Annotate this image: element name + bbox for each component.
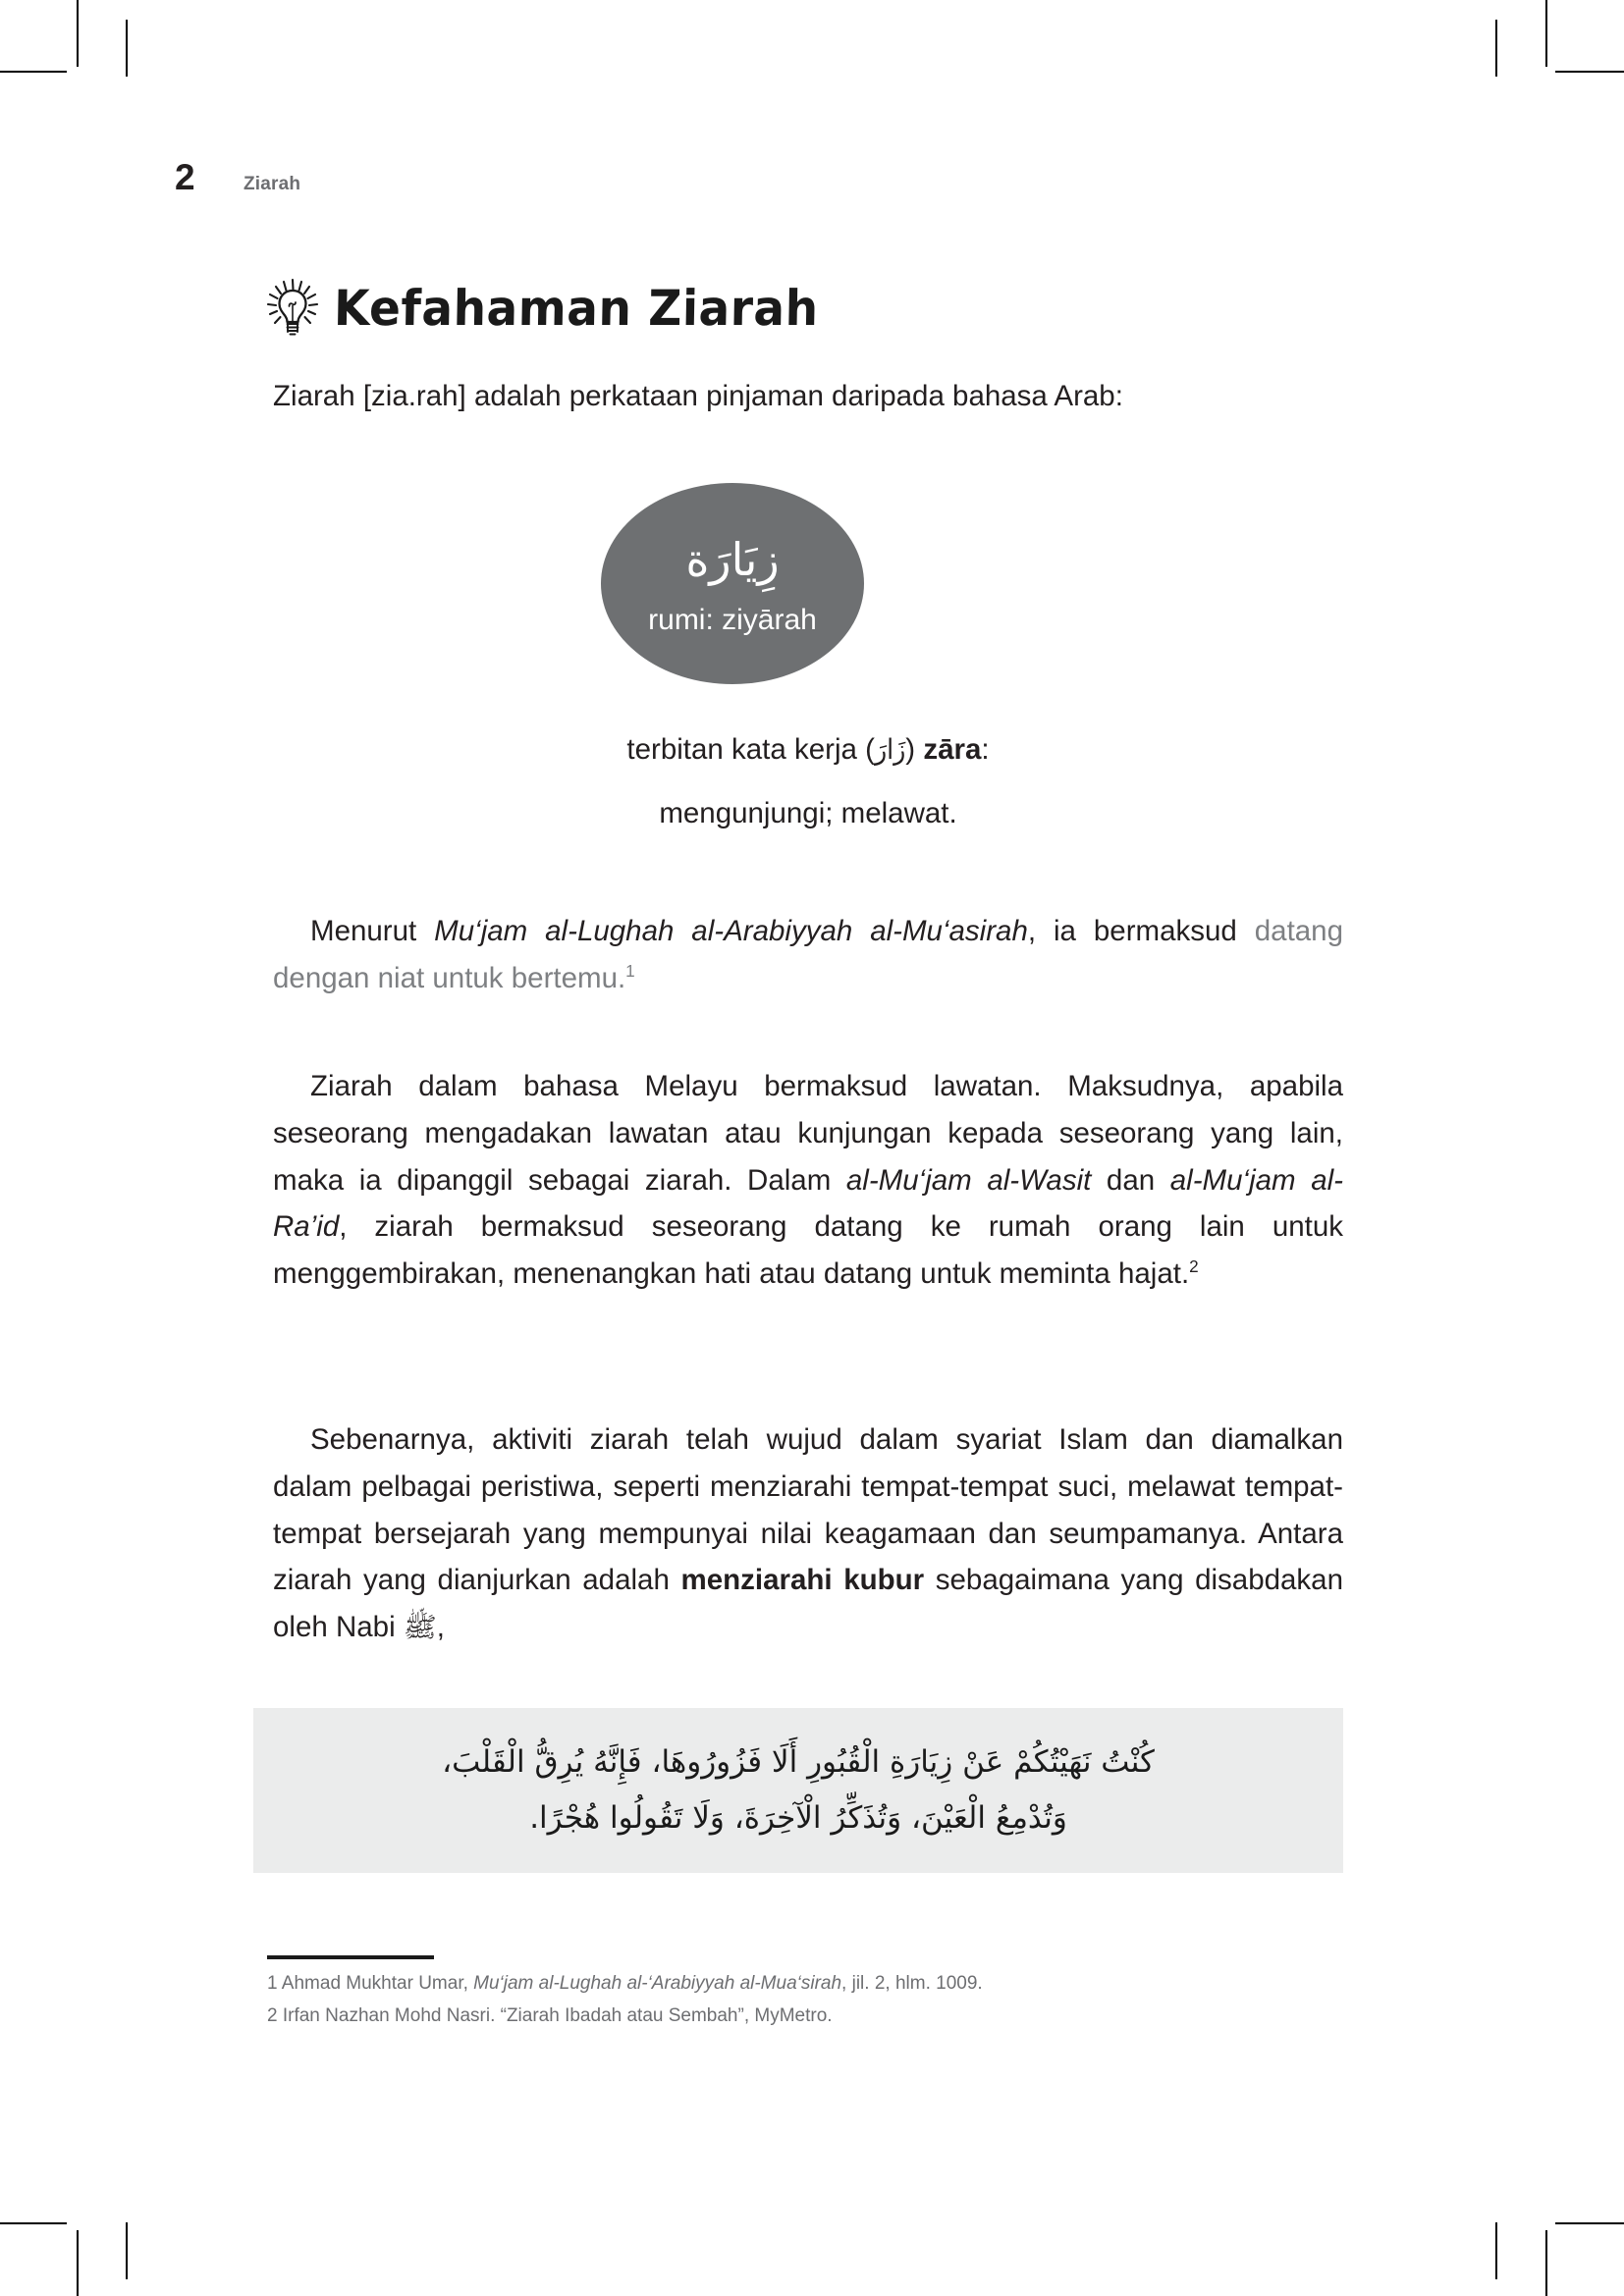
paragraph-menurut	[273, 908, 1343, 1002]
crop-mark-bottom-right-horizontal	[1555, 2222, 1624, 2224]
p2-italic-raid: al-Mu‘jam al-Ra’id	[273, 1163, 1343, 1244]
p1-source-title: Mu‘jam al-Lughah al-Arabiyyah al-Mu‘asirah	[434, 915, 1028, 947]
p2-part2: dan	[1091, 1163, 1170, 1197]
footnote-1-post: , jil. 2, hlm. 1009.	[841, 1973, 983, 1994]
ellipse-shape	[601, 483, 864, 684]
intro-text: Ziarah [zia.rah] adalah perkataan pinjaman daripada bahasa Arab:	[273, 380, 1123, 412]
footnote-2-pre: Irfan Nazhan Mohd Nasri. “Ziarah Ibadah atau Sembah”, MyMetro.	[277, 2004, 833, 2026]
footnote-1-italic: Mu‘jam al-Lughah al-‘Arabiyyah al-Mua‘sirah	[473, 1973, 842, 1994]
arabic-term: زِيَارَة	[685, 532, 780, 586]
crop-mark-top-right-horizontal	[1555, 71, 1624, 73]
derivation-arabic: زَارَ	[874, 733, 906, 766]
p3-part1: Sebenarnya, aktiviti ziarah telah wujud dalam syariat Islam dan diamalkan dalam pelbagai peristiwa, seperti menziarahi tempat-tempat suci, melawat tempat-tempat bersejarah yang mempunyai nilai keagamaan dan seumpamanya. Antara ziarah yang dianjurkan adalah	[273, 1423, 1343, 1597]
footnote-item-1	[267, 1968, 1347, 2001]
paragraph-sebenarnya	[273, 1416, 1343, 1651]
intro-paragraph	[273, 373, 1343, 420]
lightbulb-icon	[265, 278, 320, 339]
footnote-list	[267, 1968, 1347, 2032]
p2-part1: Ziarah dalam bahasa Melayu bermaksud lawatan. Maksudnya, apabila seseorang mengadakan lawatan atau kunjungan kepada seseorang yang lain, maka ia dipanggil sebagai ziarah. Dalam	[273, 1070, 1343, 1197]
hadith-line-1: كُنْتُ نَهَيْتُكُمْ عَنْ زِيَارَةِ الْقُبُورِ أَلَا فَزُورُوهَا، فَإِنَّهُ يُرِقُّ الْقَلْبَ،	[442, 1743, 1155, 1780]
registration-mark-top-right	[1495, 20, 1497, 77]
p2-italic-wasit: al-Mu‘jam al-Wasit	[845, 1163, 1092, 1197]
running-head-title: Ziarah	[244, 174, 301, 194]
footnote-1-number: 1	[267, 1973, 278, 1994]
derivation-meaning-text: mengunjungi; melawat.	[659, 797, 957, 829]
crop-mark-bottom-left-horizontal	[0, 2222, 67, 2224]
running-head	[175, 157, 300, 198]
registration-mark-bottom-right	[1495, 2222, 1497, 2279]
hadith-line-2: وَتُدْمِعُ الْعَيْنَ، وَتُذَكِّرُ الْآخِرَةَ، وَلَا تَقُولُوا هُجْرًا.	[529, 1800, 1067, 1836]
p2-footnote-ref: 2	[1189, 1257, 1199, 1277]
p1-highlight: datang dengan niat untuk bertemu.	[273, 915, 1343, 994]
footnote-separator-rule	[267, 1955, 434, 1959]
chapter-title: Kefahaman Ziarah	[333, 279, 820, 338]
registration-mark-bottom-left	[126, 2222, 128, 2279]
crop-mark-top-left-vertical	[77, 0, 79, 67]
sallallahu-alayhi-wasallam-glyph: ﷺ	[403, 1611, 437, 1644]
footnote-2-number: 2	[267, 2004, 278, 2026]
ziarah-term-callout	[601, 483, 864, 684]
p1-footnote-ref: 1	[625, 961, 635, 981]
paragraph-ziarah-melayu	[273, 1063, 1343, 1298]
p2-part3: , ziarah bermaksud seseorang datang ke rumah orang lain untuk menggembirakan, menenangkan hati atau datang untuk meminta hajat.	[273, 1210, 1343, 1291]
crop-mark-top-left-horizontal	[0, 71, 67, 73]
p3-part2: sebagaimana yang disabdakan oleh Nabi	[273, 1564, 1343, 1644]
chapter-heading-row	[265, 278, 819, 339]
crop-mark-bottom-right-vertical	[1545, 2230, 1547, 2296]
footnote-1-pre: Ahmad Mukhtar Umar,	[277, 1973, 474, 1994]
page-number: 2	[175, 157, 195, 197]
derivation-prefix: terbitan kata kerja (	[626, 733, 875, 766]
derivation-term: zāra	[923, 733, 982, 766]
hadith-quote-box	[253, 1708, 1343, 1873]
romanized-term: rumi: ziyārah	[648, 603, 817, 636]
derivation-line	[273, 726, 1343, 774]
footnote-item-2	[267, 2001, 1347, 2033]
crop-mark-top-right-vertical	[1545, 0, 1547, 67]
registration-mark-top-left	[126, 20, 128, 77]
crop-mark-bottom-left-vertical	[77, 2230, 79, 2296]
p3-bold-term: menziarahi kubur	[680, 1564, 925, 1597]
p1-mid: , ia bermaksud	[1027, 915, 1255, 947]
derivation-colon: :	[981, 733, 990, 766]
derivation-suffix: )	[905, 733, 924, 766]
derivation-meaning	[273, 790, 1343, 837]
p1-lead: Menurut	[310, 915, 435, 947]
p3-part3: ,	[436, 1611, 445, 1644]
